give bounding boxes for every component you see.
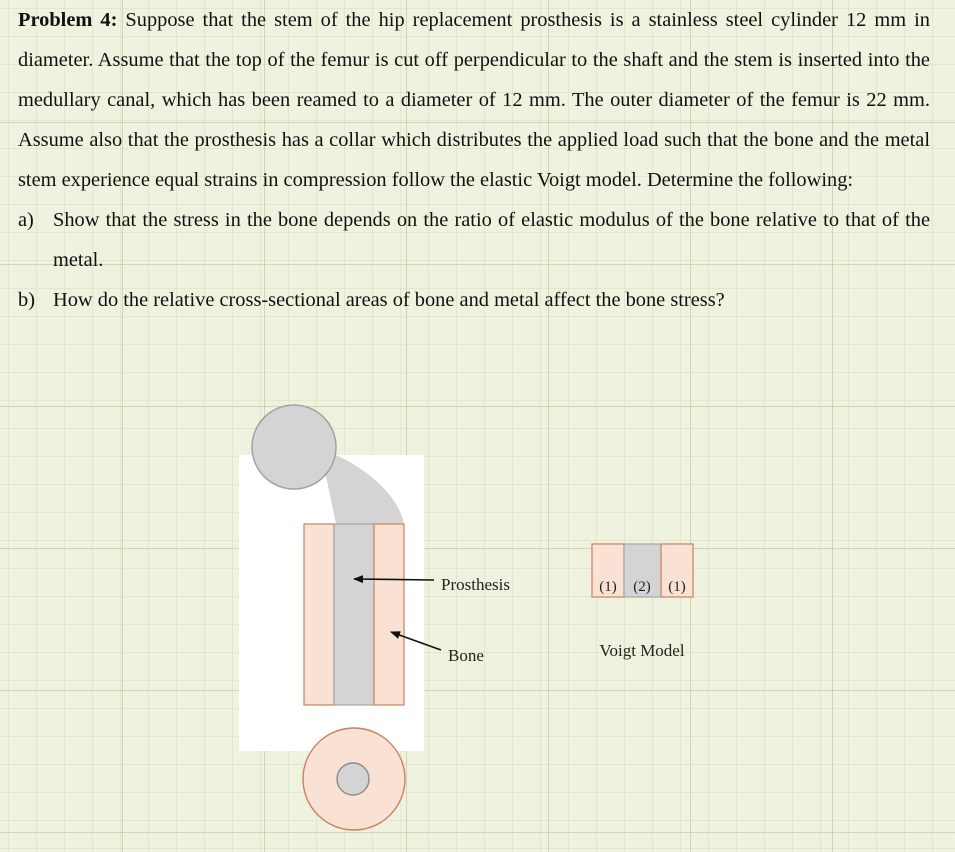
voigt-label-2: (2) <box>633 579 651 595</box>
voigt-label-1-right: (1) <box>668 579 686 595</box>
prosthesis-label: Prosthesis <box>441 575 510 594</box>
prosthesis-arrow <box>354 579 434 580</box>
voigt-model <box>592 544 693 597</box>
prosthesis-stem <box>334 524 374 705</box>
question-a-text: Show that the stress in the bone depends on the ratio of elastic modulus of the bone relative to that of the metal. <box>53 209 930 271</box>
stem-cross-section <box>337 763 369 795</box>
voigt-label-1-left: (1) <box>599 579 617 595</box>
bone-right-wall <box>374 524 404 705</box>
question-b-text: How do the relative cross-sectional areas of bone and metal affect the bone stress? <box>53 289 725 311</box>
voigt-caption: Voigt Model <box>599 641 685 660</box>
problem-title: Problem 4: <box>18 9 118 31</box>
femoral-head <box>252 405 336 489</box>
question-a-label: a) <box>18 209 34 231</box>
problem-body: Suppose that the stem of the hip replacement prosthesis is a stainless steel cylinder 12 mm in diameter. Assume that the top of the femur is cut off perpendicular to the shaft and the stem is inserted into the medullary canal, which has been reamed to a diameter of 12 mm. The outer diameter of the femur is 22 mm. Assume also that the prosthesis has a collar which distributes the applied load such that the bone and the metal stem experience equal strains in compression follow the elastic Voigt model. Determine the following: <box>18 9 930 191</box>
question-b-label: b) <box>18 289 35 311</box>
bone-left-wall <box>304 524 334 705</box>
bone-label: Bone <box>448 646 484 665</box>
